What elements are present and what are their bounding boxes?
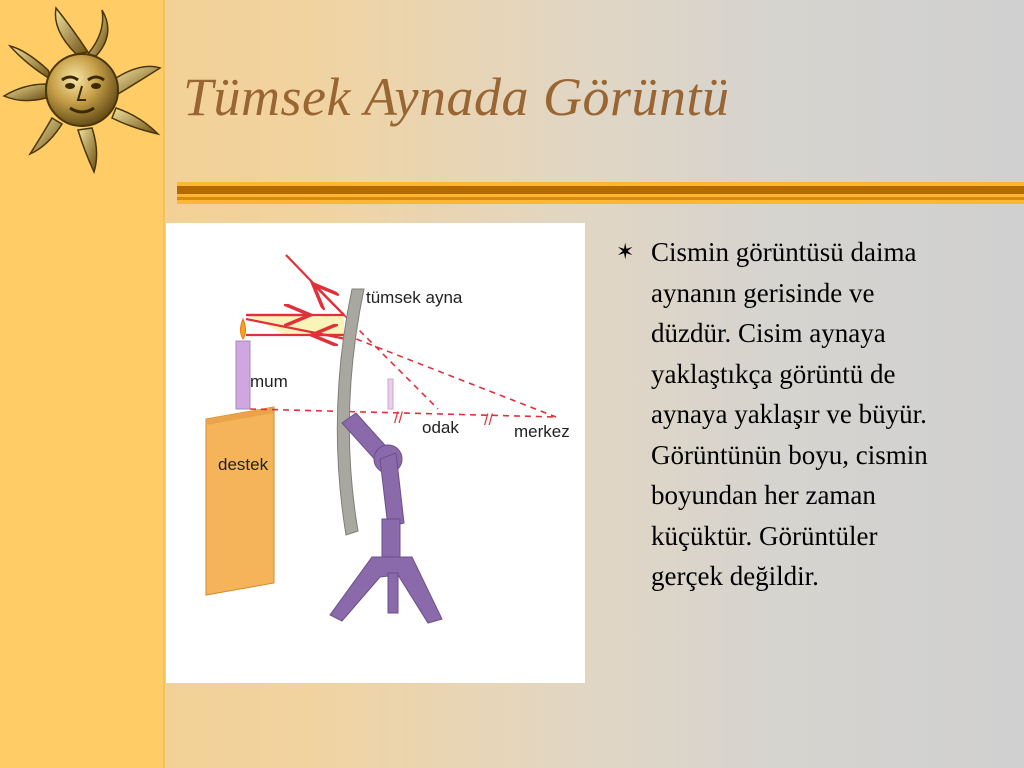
candle: [236, 341, 250, 409]
stand-label: destek: [218, 455, 269, 474]
stand-box: [206, 407, 274, 595]
bullet-list: [616, 232, 1016, 597]
sun-face-icon: [2, 4, 162, 174]
ray-region-highlight: [246, 315, 344, 335]
candle-label: mum: [250, 372, 288, 391]
svg-text://: //: [394, 410, 403, 427]
principal-axis: [250, 409, 556, 417]
title-divider: [177, 182, 1024, 204]
bullet-text: Cismin görüntüsü daima aynanın gerisinde ve düzdür. Cisim aynaya yaklaştıkça görüntü de aynaya yaklaşır ve büyür. Görüntünün boyu, cismin boyundan her zaman küçüktür. Görüntüler gerçek değildir.: [651, 237, 928, 591]
virtual-image: [388, 379, 393, 409]
svg-text://: //: [484, 412, 493, 429]
center-label: merkez: [514, 422, 570, 441]
mirror-label: tümsek ayna: [366, 288, 463, 307]
virtual-ray-2: [346, 335, 556, 417]
candle-flame: [241, 319, 246, 339]
convex-mirror-diagram: [166, 223, 585, 683]
star-bullet-icon: ✶: [616, 240, 635, 265]
focus-label: odak: [422, 418, 459, 437]
sidebar-edge: [163, 0, 165, 768]
slide-title: Tümsek Aynada Görüntü: [183, 67, 730, 127]
